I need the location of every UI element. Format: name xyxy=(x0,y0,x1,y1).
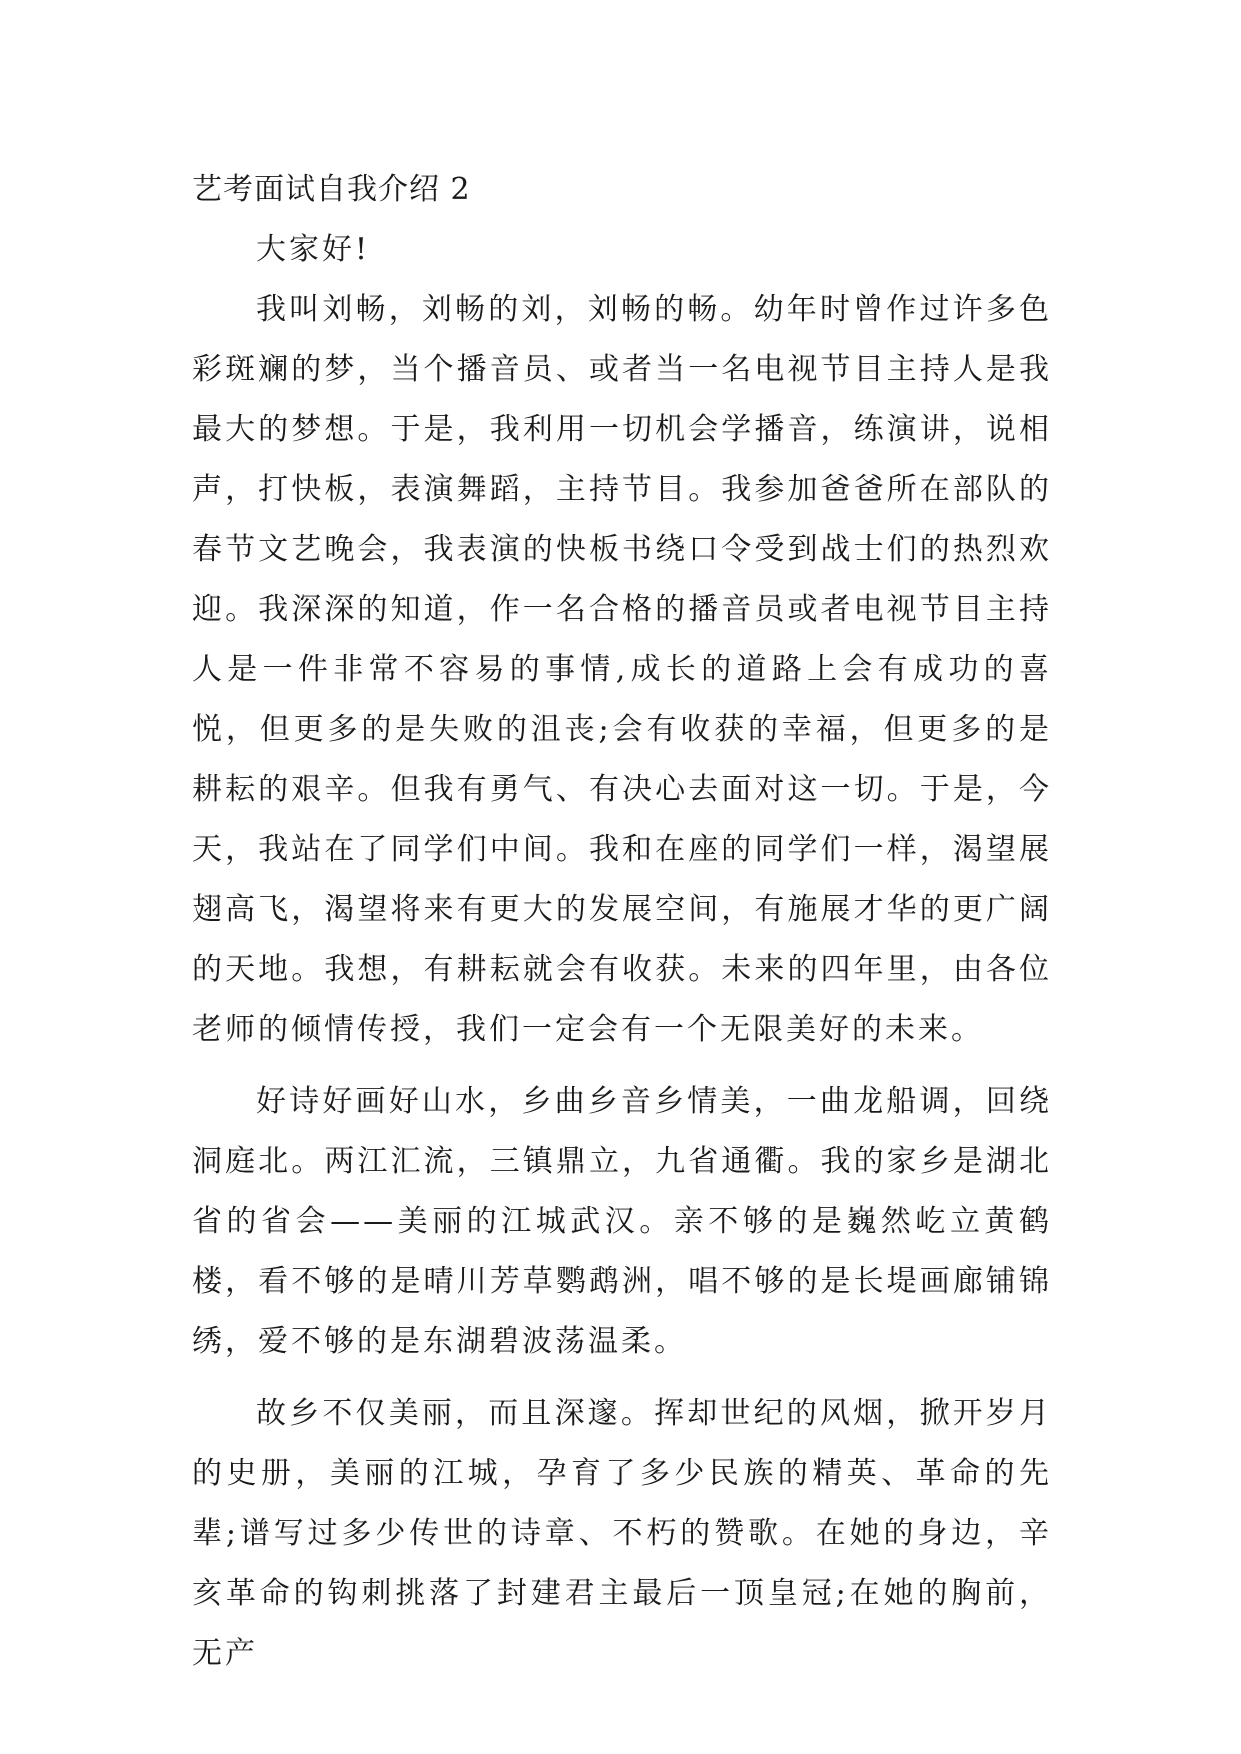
paragraph-hometown: 好诗好画好山水，乡曲乡音乡情美，一曲龙船调，回绕洞庭北。两江汇流，三镇鼎立，九省通衢。我的家乡是湖北省的省会——美丽的江城武汉。亲不够的是巍然屹立黄鹤楼，看不够的是晴川芳草鹦鹉洲，唱不够的是长堤画廊铺锦绣，爱不够的是东湖碧波荡温柔。 xyxy=(192,1084,1052,1359)
paragraph-greeting: 大家好! xyxy=(256,232,371,267)
document-title: 艺考面试自我介绍 2 xyxy=(192,172,471,207)
paragraph-history: 故乡不仅美丽，而且深邃。挥却世纪的风烟，掀开岁月的史册，美丽的江城，孕育了多少民族的精英、革命的先辈;谱写过多少传世的诗章、不朽的赞歌。在她的身边，辛亥革命的钩刺挑落了封建君主最后一顶皇冠;在她的胸前，无产 xyxy=(192,1396,1052,1671)
paragraph-self-introduction: 我叫刘畅，刘畅的刘，刘畅的畅。幼年时曾作过许多色彩斑斓的梦，当个播音员、或者当一名电视节目主持人是我最大的梦想。于是，我利用一切机会学播音，练演讲，说相声，打快板，表演舞蹈，主持节目。我参加爸爸所在部队的春节文艺晚会，我表演的快板书绕口令受到战士们的热烈欢迎。我深深的知道，作一名合格的播音员或者电视节目主持人是一件非常不容易的事情,成长的道路上会有成功的喜悦，但更多的是失败的沮丧;会有收获的幸福，但更多的是耕耘的艰辛。但我有勇气、有决心去面对这一切。于是，今天，我站在了同学们中间。我和在座的同学们一样，渴望展翅高飞，渴望将来有更大的发展空间，有施展才华的更广阔的天地。我想，有耕耘就会有收获。未来的四年里，由各位老师的倾情传授，我们一定会有一个无限美好的未来。 xyxy=(192,292,1052,1047)
document-body xyxy=(192,160,1052,1696)
